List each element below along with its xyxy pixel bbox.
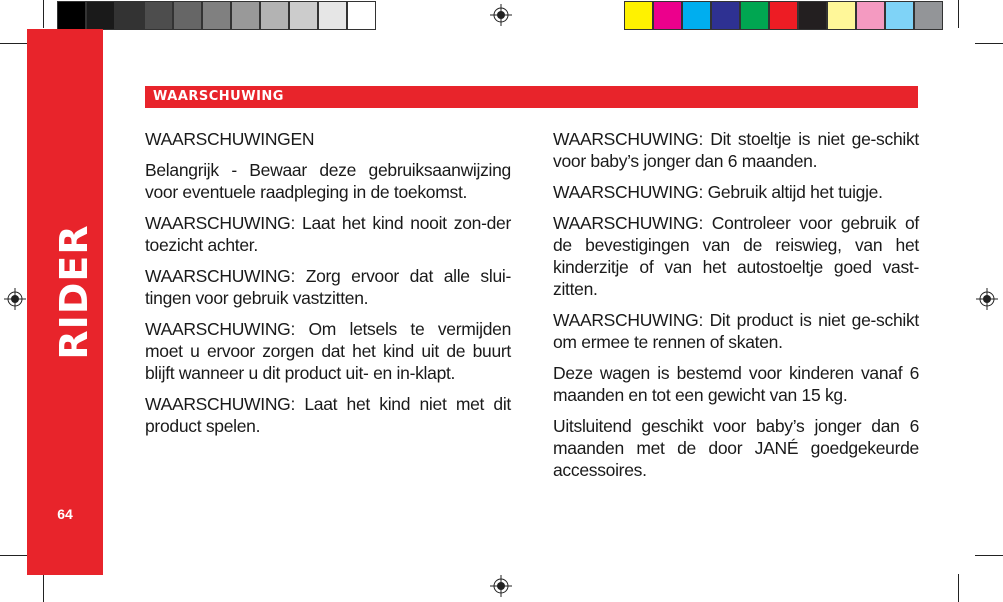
color-swatch — [827, 1, 856, 30]
color-swatch — [624, 1, 653, 30]
crop-mark — [958, 0, 959, 28]
right-text-column — [553, 128, 919, 490]
registration-mark-icon — [490, 4, 512, 26]
color-swatch — [798, 1, 827, 30]
crop-mark — [43, 574, 44, 602]
color-swatch — [231, 1, 260, 30]
color-swatch — [682, 1, 711, 30]
paragraph: WAARSCHUWINGEN — [145, 129, 315, 149]
brand-label: RIDER — [52, 224, 96, 360]
crop-mark — [0, 43, 28, 44]
paragraph: WAARSCHUWING: Dit product is niet ge-schikt om ermee te rennen of skaten. — [553, 310, 919, 352]
color-swatch — [289, 1, 318, 30]
grayscale-color-bar — [57, 1, 376, 30]
color-swatch — [914, 1, 943, 30]
color-swatch — [115, 1, 144, 30]
section-header-title: WAARSCHUWING — [153, 89, 284, 104]
paragraph: Uitsluitend geschikt voor baby’s jonger dan 6 maanden met de door JANÉ goedgekeurde accessoires. — [553, 416, 919, 480]
crop-mark — [975, 555, 1003, 556]
color-swatch — [86, 1, 115, 30]
color-swatch — [318, 1, 347, 30]
paragraph: WAARSCHUWING: Dit stoeltje is niet ge-schikt voor baby’s jonger dan 6 maanden. — [553, 129, 919, 171]
color-swatch — [885, 1, 914, 30]
crop-mark — [958, 574, 959, 602]
paragraph: Deze wagen is bestemd voor kinderen vanaf 6 maanden en tot een gewicht van 15 kg. — [553, 363, 919, 405]
paragraph: WAARSCHUWING: Gebruik altijd het tuigje. — [553, 182, 883, 202]
left-text-column — [145, 128, 511, 446]
paragraph: WAARSCHUWING: Controleer voor gebruik of de bevestigingen van de reiswieg, van het kinderzitje of van het autostoeltje goed vast-zitten. — [553, 213, 919, 299]
crop-mark — [0, 555, 28, 556]
paragraph: WAARSCHUWING: Laat het kind niet met dit product spelen. — [145, 394, 511, 436]
color-swatch — [57, 1, 86, 30]
crop-mark — [43, 0, 44, 28]
color-swatch — [144, 1, 173, 30]
color-swatch — [653, 1, 682, 30]
section-header-bar — [145, 86, 918, 108]
color-swatch — [260, 1, 289, 30]
color-swatch — [202, 1, 231, 30]
paragraph: WAARSCHUWING: Zorg ervoor dat alle slui-tingen voor gebruik vastzitten. — [145, 266, 511, 308]
page-number: 64 — [57, 506, 73, 522]
color-swatch — [769, 1, 798, 30]
paragraph: Belangrijk - Bewaar deze gebruiksaanwijzing voor eventuele raadpleging in de toekomst. — [145, 160, 511, 202]
color-swatch — [173, 1, 202, 30]
paragraph: WAARSCHUWING: Om letsels te vermijden moet u ervoor zorgen dat het kind uit de buurt blijft wanneer u dit product uit- en in-klapt. — [145, 319, 511, 383]
color-swatch — [740, 1, 769, 30]
registration-mark-icon — [4, 288, 26, 310]
registration-mark-icon — [976, 288, 998, 310]
color-swatch — [856, 1, 885, 30]
crop-mark — [975, 43, 1003, 44]
paragraph: WAARSCHUWING: Laat het kind nooit zon-der toezicht achter. — [145, 213, 511, 255]
process-color-bar — [624, 1, 943, 30]
color-swatch — [347, 1, 376, 30]
registration-mark-icon — [490, 575, 512, 597]
color-swatch — [711, 1, 740, 30]
